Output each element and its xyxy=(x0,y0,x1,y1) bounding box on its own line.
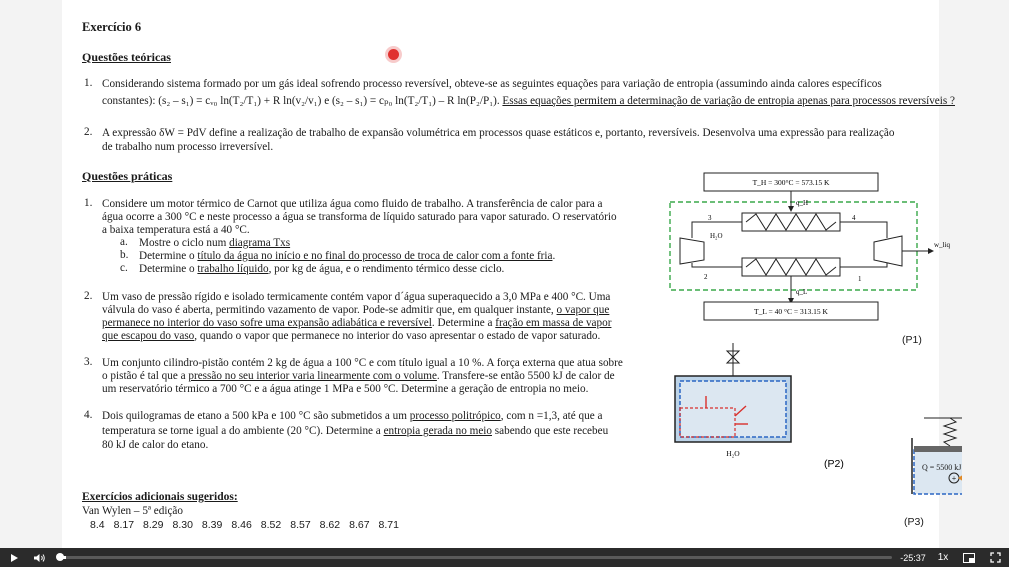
volume-icon xyxy=(33,553,46,563)
play-icon xyxy=(9,553,19,563)
practice-p3-line1: Um conjunto cilindro-pistão contém 2 kg de água a 100 °C e com título igual a 10 %. A força externa que atua sobre xyxy=(102,357,623,369)
practice-p1-b-end: . xyxy=(552,250,556,262)
practice-p1-line1: Considere um motor térmico de Carnot que utiliza água como fluido de trabalho. A transferência de calor para a xyxy=(102,198,603,210)
practice-p4-line2-end: sabendo que este recebeu xyxy=(492,425,609,437)
practice-p4-line1-end: , com n =1,3, até que a xyxy=(500,410,603,422)
theory-q2-line2: de trabalho num processo irreversível. xyxy=(102,141,274,153)
practice-p1-line2: água ocorre a 300 °C e neste processo a água se transforma de líquido saturado para vapor saturado. O reservatório xyxy=(102,211,617,223)
practice-p3-number: 3. xyxy=(84,356,93,368)
pipe-1 xyxy=(840,263,887,267)
theory-heading: Questões teóricas xyxy=(82,50,171,64)
time-remaining: -25:37 xyxy=(900,552,926,563)
vessel-inner xyxy=(680,381,786,437)
theory-q1-line2 xyxy=(102,94,955,108)
fullscreen-button[interactable] xyxy=(986,548,1004,567)
pipe-2 xyxy=(692,263,742,267)
practice-p1-c-number: c. xyxy=(120,262,128,274)
theory-q1-number: 1. xyxy=(84,77,93,89)
p3-label: (P3) xyxy=(904,516,924,528)
additional-heading: Exercícios adicionais sugeridos: xyxy=(82,491,238,503)
practice-p1-a xyxy=(139,236,290,250)
practice-p1-c-underlined: trabalho líquido xyxy=(197,263,269,275)
additional-exercise-list xyxy=(90,518,408,532)
practice-p4-line1-underlined: processo politrópico xyxy=(409,410,501,422)
practice-p1-b-number: b. xyxy=(120,249,129,261)
exercise-item: 8.71 xyxy=(378,519,399,531)
practice-p1-number: 1. xyxy=(84,197,93,209)
practice-p4-line2 xyxy=(102,424,608,438)
practice-p2-line2 xyxy=(102,303,609,317)
qh-arrowhead xyxy=(788,206,794,212)
theory-q1-question: Essas equações permitem a determinação de variação de entropia apenas para processos reversíveis ? xyxy=(502,95,955,107)
document-page xyxy=(62,0,962,548)
volume-button[interactable] xyxy=(30,548,48,567)
practice-p4-line3: 80 kJ de calor do etano. xyxy=(102,439,209,451)
practice-p1-a-number: a. xyxy=(120,236,128,248)
exercise-item: 8.17 xyxy=(113,519,135,531)
practice-p2-line3-text: . Determine a xyxy=(431,317,496,329)
practice-p2-number: 2. xyxy=(84,290,93,302)
plus-icon-glyph: + xyxy=(951,474,957,483)
practice-p2-line1: Um vaso de pressão rígido e isolado termicamente contém vapor d´água superaquecido a 3,0 MPa e 400 °C. Uma xyxy=(102,291,611,303)
practice-p3-line3: um reservatório térmico a 700 °C e a água atinge 1 MPa e 500 °C. Determine a geração de entropia no meio. xyxy=(102,383,589,395)
practice-p3-line2-text: o pistão é tal que a xyxy=(102,370,189,382)
practice-p1-b-text: Determine o xyxy=(139,250,198,262)
left-margin xyxy=(0,0,62,548)
picture-in-picture-icon xyxy=(963,553,975,563)
exercise-item: 8.39 xyxy=(201,519,223,531)
practice-p1-a-text: Mostre o ciclo num xyxy=(139,237,230,249)
exercise-item: 8.67 xyxy=(349,519,370,531)
fullscreen-icon xyxy=(990,552,1001,563)
hot-reservoir-label: T_H = 300°C = 573.15 K xyxy=(752,178,830,187)
speed-button[interactable]: 1x xyxy=(937,552,949,563)
state-3: 3 xyxy=(708,214,712,222)
practice-p4-line1-text: Dois quilogramas de etano a 500 kPa e 100 °C são submetidos a um xyxy=(102,410,410,422)
figure-p3 xyxy=(912,418,962,494)
figure-p2 xyxy=(675,343,791,458)
practice-p1-b xyxy=(139,249,555,263)
practice-heading: Questões práticas xyxy=(82,169,173,183)
video-controls xyxy=(0,548,1009,567)
practice-p1-c-end: , por kg de água, e o rendimento térmico desse ciclo. xyxy=(268,263,505,275)
theory-q1-equation-2: (s₂ – s₁) = cₚ₀ ln(T₂/T₁) – R ln(P₂/P₁). xyxy=(331,95,500,107)
practice-p2-line4 xyxy=(102,329,600,343)
practice-p2-line4-text: , quando o vapor que permanece no interior do vaso apresentar o estado de vapor saturado. xyxy=(194,330,601,342)
pump xyxy=(680,238,704,264)
theory-q1-conjunction: e xyxy=(324,95,330,107)
pointer-cursor xyxy=(388,49,399,60)
practice-p2-line4-underlined: que escapou do vaso xyxy=(102,330,195,342)
theory-q2-number: 2. xyxy=(84,126,93,138)
play-button[interactable] xyxy=(6,548,22,567)
practice-p2-line3-underlined: permanece no interior do vaso sofre uma expansão adiabática e reversível xyxy=(102,317,432,329)
exercise-item: 8.29 xyxy=(143,519,164,531)
theory-q1-prefix: constantes): xyxy=(102,95,156,107)
p3-heat-label: Q = 5500 kJ xyxy=(922,463,962,472)
pip-button[interactable] xyxy=(960,548,978,567)
additional-book: Van Wylen – 5ª edição xyxy=(82,505,183,517)
practice-p3-line2-underlined: pressão no seu interior varia linearmente com o volume xyxy=(188,370,437,382)
practice-p1-c xyxy=(139,262,504,276)
state-4: 4 xyxy=(852,214,856,222)
theory-q1-line1: Considerando sistema formado por um gás ideal sofrendo processo reversível, obteve-se as seguintes equações para variação de entropia (assumindo ainda calores específicos xyxy=(102,78,882,90)
state-1: 1 xyxy=(858,275,862,283)
figure-p1 xyxy=(670,173,950,320)
practice-p2-line2-text: válvula do vaso é aberta, permitindo vazamento de vapor. Pode-se admitir que, em qualquer instante, xyxy=(102,304,557,316)
p2-water-label: H₂O xyxy=(726,449,740,458)
practice-p4-line2-text: temperatura se torne igual a do ambiente (20 °C). Determine a xyxy=(102,425,384,437)
practice-p1-c-text: Determine o xyxy=(139,263,198,275)
theory-q2-line1: A expressão δW = PdV define a realização de trabalho de expansão volumétrica em processos quase estáticos e, portanto, reversíveis. Desenvolva uma expressão para realização xyxy=(102,127,895,139)
progress-handle[interactable] xyxy=(56,553,64,561)
exercise-item: 8.62 xyxy=(319,519,341,531)
practice-p1-line3: a baixa temperatura está a 40 °C. xyxy=(102,224,250,236)
practice-p1-b-underlined: título da água no início e no final do processo de troca de calor com a fonte fria xyxy=(197,250,553,262)
water-label: H₂O xyxy=(710,232,723,240)
theory-q1-equation-1: (s₂ – s₁) = cᵥ₀ ln(T₂/T₁) + R ln(v₂/v₁) xyxy=(158,95,322,107)
practice-p2-line3-underlined-2: fração em massa de vapor xyxy=(495,317,612,329)
cold-reservoir-label: T_L = 40 °C = 313.15 K xyxy=(754,307,828,316)
exercise-item: 8.30 xyxy=(172,519,193,531)
work-label: w_liq xyxy=(934,241,950,249)
practice-p1-a-underlined: diagrama Txs xyxy=(229,237,291,249)
spring xyxy=(944,418,956,446)
progress-track[interactable] xyxy=(58,556,892,559)
page-title: Exercício 6 xyxy=(82,20,142,34)
state-2: 2 xyxy=(704,273,708,281)
p2-label: (P2) xyxy=(824,458,844,470)
piston xyxy=(914,446,962,452)
exercise-item: 8.46 xyxy=(231,519,252,531)
p1-label: (P1) xyxy=(902,334,922,346)
ql-label: q_L xyxy=(796,288,808,296)
exercise-item: 8.52 xyxy=(260,519,282,531)
practice-p4-line2-underlined: entropia gerada no meio xyxy=(383,425,492,437)
exercise-item: 8.4 xyxy=(90,519,105,531)
practice-p3-line2 xyxy=(102,369,615,383)
practice-p2-line3 xyxy=(102,316,611,330)
practice-p3-line2-end: . Transfere-se então 5500 kJ de calor de xyxy=(436,370,615,382)
practice-p2-line2-underlined: o vapor que xyxy=(556,304,610,316)
exercise-item: 8.57 xyxy=(290,519,311,531)
turbine xyxy=(874,236,902,266)
practice-p4-line1 xyxy=(102,409,602,423)
qh-label: q_H xyxy=(796,199,809,207)
pipe-4 xyxy=(840,222,887,238)
practice-p4-number: 4. xyxy=(84,409,93,421)
